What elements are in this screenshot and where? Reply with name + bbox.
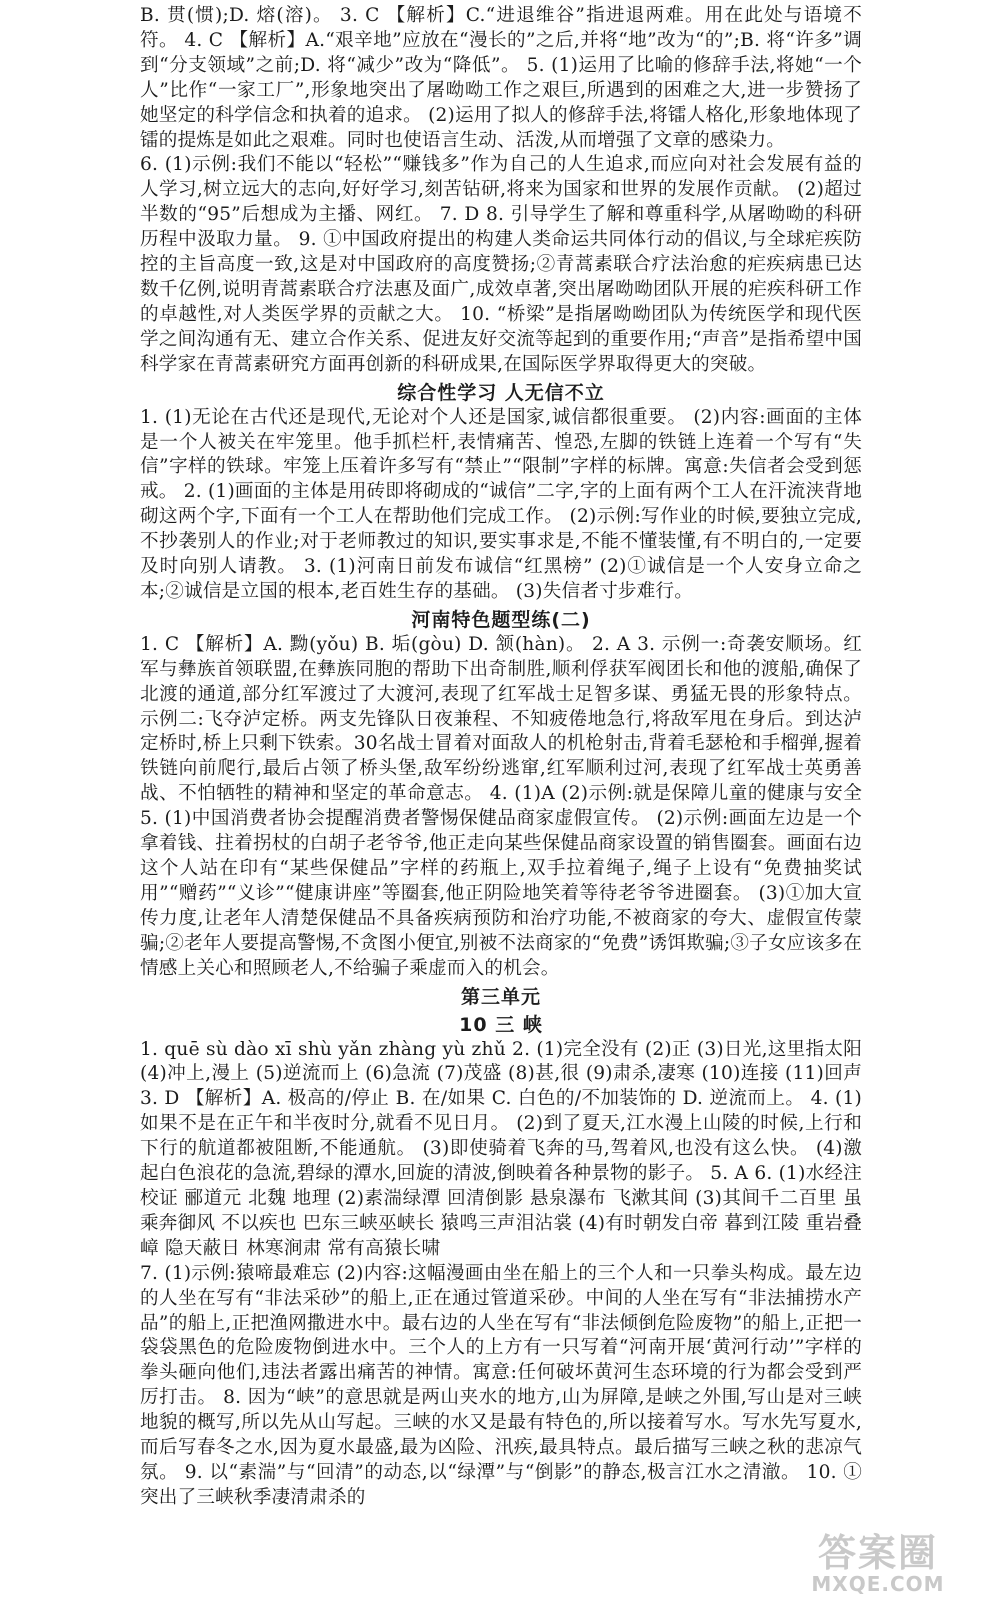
paragraph-integrity-answers: 1. (1)无论在古代还是现代,无论对个人还是国家,诚信都很重要。 (2)内容:画面的主体是一个人被关在牢笼里。他手抓栏杆,表情痛苦、惶恐,左脚的铁链上连着一个写有“失信”字样的铁球。牢笼上压着许多写有“禁止”“限制”字样的标牌。寓意:失信者会受到惩戒。 2. (1)画面的主体是用砖即将砌成的“诚信”二字,字的上面有两个工人在汗流浃背地砌这两个字,下面有一个工人在帮助他们完成工作。 (2)示例:写作业的时候,要独立完成,不抄袭别人的作业;对于老师教过的知识,要实事求是,不能不懂装懂,有不明白的,一定要及时向别人请教。 3. (1)河南日前发布诚信“红黑榜” (2)①诚信是一个人安身立命之本;②诚信是立国的根本,老百姓生存的基础。 (3)失信者寸步难行。: [140, 406, 862, 602]
lesson-heading-three-gorges: 10 三 峡: [459, 1013, 543, 1036]
paragraph-three-gorges-answers-a: 1. quē sù dào xī shù yǎn zhàng yù zhǔ 2. (1)完全没有 (2)正 (3)日光,这里指太阳 (4)冲上,漫上 (5)逆流而上 (6)急流 (7)茂盛 (8)甚,很 (9)肃杀,凄寒 (10)连接 (11)回声 3. D 【解析】A. 极高的/停止 B. 在/如果 C. 白色的/不加装饰的 D. 逆流而上。 4. (1)如果不是在正午和半夜时分,就看不见日月。 (2)到了夏天,江水漫上山陵的时候,上行和下行的航道都被阻断,不能通航。 (3)即使骑着飞奔的马,驾着风,也没有这么快。 (4)激起白色浪花的急流,碧绿的潭水,回旋的清波,倒映着各种景物的影子。 5. A 6. (1)水经注校证 郦道元 北魏 地理 (2)素湍绿潭 回清倒影 悬泉瀑布 飞漱其间 (3)其间千二百里 虽乘奔御风 不以疾也 巴东三峡巫峡长 猿鸣三声泪沾裳 (4)有时朝发白帝 暮到江陵 重岩叠嶂 隐天蔽日 林寒涧肃 常有高猿长啸: [140, 1038, 862, 1259]
text-column: [140, 4, 862, 1511]
section-heading-henan-practice: 河南特色题型练(二): [411, 608, 591, 631]
unit-heading: 第三单元: [460, 985, 541, 1008]
paragraph-unit2-answers-b: 6. (1)示例:我们不能以“轻松”“赚钱多”作为自己的人生追求,而应向对社会发展有益的人学习,树立远大的志向,好好学习,刻苦钻研,将来为国家和世界的发展作贡献。 (2)超过半数的“95”后想成为主播、网红。 7. D 8. 引导学生了解和尊重科学,从屠呦呦的科研历程中汲取力量。 9. ①中国政府提出的构建人类命运共同体行动的倡议,与全球疟疾防控的主旨高度一致,这是对中国政府的高度赞扬;②青蒿素联合疗法治愈的疟疾病患已达数千亿例,说明青蒿素联合疗法惠及面广,成效卓著,突出屠呦呦团队开展的疟疾科研工作的卓越性,对人类医学界的贡献之大。 10. “桥梁”是指屠呦呦团队为传统医学和现代医学之间沟通有无、建立合作关系、促进友好交流等起到的重要作用;“声音”是指希望中国科学家在青蒿素研究方面再创新的科研成果,在国际医学界取得更大的突破。: [140, 154, 862, 375]
watermark-url-text: MXQE.COM: [811, 1572, 945, 1596]
paragraph-henan-practice-answers: 1. C 【解析】A. 黝(yǒu) B. 垢(gòu) D. 颔(hàn)。 2. A 3. 示例一:奇袭安顺场。红军与彝族首领联盟,在彝族同胞的帮助下出奇制胜,顺利俘获军阀团长和他的渡船,确保了北渡的通道,部分红军渡过了大渡河,表现了红军战士足智多谋、勇猛无畏的形象特点。 示例二:飞夺泸定桥。两支先锋队日夜兼程、不知疲倦地急行,将敌军甩在身后。到达泸定桥时,桥上只剩下铁索。30名战士冒着对面敌人的机枪射击,背着毛瑟枪和手榴弹,握着铁链向前爬行,最后占领了桥头堡,敌军纷纷逃窜,红军顺利过河,表现了红军战士英勇善战、不怕牺牲的精神和坚定的革命意志。 4. (1)A (2)示例:就是保障儿童的健康与安全 5. (1)中国消费者协会提醒消费者警惕保健品商家虚假宣传。 (2)示例:画面左边是一个拿着钱、拄着拐杖的白胡子老爷爷,他正走向某些保健品商家设置的销售圈套。画面右边这个人站在印有“某些保健品”字样的药瓶上,双手拉着绳子,绳子上设有“免费抽奖试用”“赠药”“义诊”“健康讲座”等圈套,他正阴险地笑着等待老爷爷进圈套。 (3)①加大宣传力度,让老年人清楚保健品不具备疾病预防和治疗功能,不被商家的夸大、虚假宣传蒙骗;②老年人要提高警惕,不贪图小便宜,别被不法商家的“免费”诱饵欺骗;③子女应该多在情感上关心和照顾老人,不给骗子乘虚而入的机会。: [140, 633, 862, 979]
section-heading-integrity: 综合性学习 人无信不立: [397, 381, 605, 404]
paragraph-three-gorges-answers-b: 7. (1)示例:猿啼最难忘 (2)内容:这幅漫画由坐在船上的三个人和一只拳头构成。最左边的人坐在写有“非法采砂”的船上,正在通过管道采砂。中间的人坐在写有“非法捕捞水产品”的船上,正把渔网撒进水中。最右边的人坐在写有“非法倾倒危险废物”的船上,正把一袋袋黑色的危险废物倒进水中。三个人的上方有一只写着“河南开展‘黄河行动’”字样的拳头砸向他们,违法者露出痛苦的神情。寓意:任何破坏黄河生态环境的行为都会受到严厉打击。 8. 因为“峡”的意思就是两山夹水的地方,山为屏障,是峡之外围,写山是对三峡地貌的概写,所以先从山写起。三峡的水又是最有特色的,所以接着写水。写水先写夏水,而后写春冬之水,因为夏水最盛,最为凶险、汛疾,最具特点。最后描写三峡之秋的悲凉气氛。 9. 以“素湍”与“回清”的动态,以“绿潭”与“倒影”的静态,极言江水之清澈。 10. ①突出了三峡秋季凄清肃杀的: [140, 1262, 862, 1508]
watermark-logo-text: 答案圈: [817, 1531, 938, 1575]
site-watermark: [778, 1532, 978, 1594]
paragraph-unit2-answers-a: B. 贯(惯);D. 熔(溶)。 3. C 【解析】C.“进退维谷”指进退两难。用在此处与语境不符。 4. C 【解析】A.“艰辛地”应放在“漫长的”之后,并将“地”改为“的”;B. 将“许多”调到“分支领域”之前;D. 将“减少”改为“降低”。 5. (1)运用了比喻的修辞手法,将她“一个人”比作“一家工厂”,形象地突出了屠呦呦工作之艰巨,所遇到的困难之大,进一步赞扬了她坚定的科学信念和执着的追求。 (2)运用了拟人的修辞手法,将镭人格化,形象地体现了镭的提炼是如此之艰难。同时也使语言生动、活泼,从而增强了文章的感染力。: [140, 5, 862, 151]
